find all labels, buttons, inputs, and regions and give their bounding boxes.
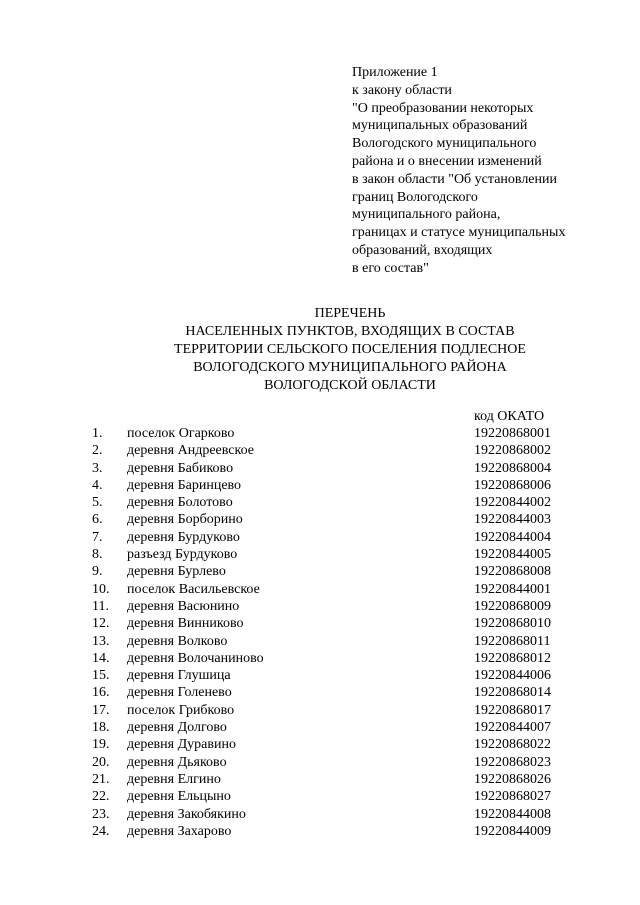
item-number: 22. bbox=[92, 789, 110, 805]
settlement-name: деревня Волково bbox=[127, 633, 228, 649]
list-item bbox=[0, 806, 640, 823]
appendix-line: в его состав" bbox=[352, 260, 429, 276]
settlement-name: деревня Волочаниново bbox=[127, 650, 264, 666]
okato-column-header: код ОКАТО bbox=[474, 409, 545, 424]
settlement-name: деревня Закобякино bbox=[127, 806, 246, 822]
settlement-name: деревня Бабиково bbox=[127, 460, 234, 476]
list-item bbox=[0, 684, 640, 701]
okato-code: 19220868026 bbox=[474, 771, 551, 787]
list-item bbox=[0, 754, 640, 771]
settlement-name: деревня Дуравино bbox=[127, 737, 236, 753]
appendix-line: "О преобразовании некоторых bbox=[352, 100, 534, 116]
list-item bbox=[0, 788, 640, 805]
appendix-line: района и о внесении изменений bbox=[352, 153, 542, 169]
okato-code: 19220844009 bbox=[474, 823, 551, 839]
okato-code: 19220868027 bbox=[474, 789, 551, 805]
title-line: ПЕРЕЧЕНЬ bbox=[314, 306, 386, 321]
settlement-name: деревня Дьяково bbox=[127, 754, 227, 770]
settlement-name: разъезд Бурдуково bbox=[127, 547, 238, 563]
settlement-name: деревня Долгово bbox=[127, 720, 227, 736]
appendix-line: муниципальных образований bbox=[352, 118, 528, 134]
list-item bbox=[0, 650, 640, 667]
settlement-name: деревня Захарово bbox=[127, 823, 232, 839]
item-number: 12. bbox=[92, 616, 110, 632]
item-number: 19. bbox=[92, 737, 110, 753]
appendix-line: в закон области "Об установлении bbox=[352, 171, 557, 187]
item-number: 5. bbox=[92, 495, 103, 511]
okato-code: 19220844002 bbox=[474, 495, 551, 511]
item-number: 1. bbox=[92, 426, 103, 441]
settlement-list bbox=[0, 425, 640, 840]
item-number: 15. bbox=[92, 668, 110, 684]
item-number: 17. bbox=[92, 702, 110, 718]
okato-code: 19220844004 bbox=[474, 529, 551, 545]
title-line: НАСЕЛЕННЫХ ПУНКТОВ, ВХОДЯЩИХ В СОСТАВ bbox=[185, 324, 515, 339]
settlement-name: поселок Васильевское bbox=[127, 581, 260, 597]
okato-code: 19220844007 bbox=[474, 720, 551, 736]
okato-code: 19220868010 bbox=[474, 616, 551, 632]
okato-code: 19220868008 bbox=[474, 564, 551, 580]
settlement-name: деревня Болотово bbox=[127, 495, 233, 511]
list-item bbox=[0, 546, 640, 563]
item-number: 4. bbox=[92, 477, 103, 493]
list-item bbox=[0, 823, 640, 840]
list-item bbox=[0, 581, 640, 598]
appendix-line: границах и статусе муниципальных bbox=[352, 225, 566, 241]
settlement-name: деревня Голенево bbox=[127, 685, 232, 701]
okato-code: 19220844001 bbox=[474, 581, 551, 597]
okato-code: 19220868012 bbox=[474, 650, 551, 666]
okato-code: 19220844008 bbox=[474, 806, 551, 822]
okato-code: 19220868001 bbox=[474, 426, 551, 441]
item-number: 18. bbox=[92, 720, 110, 736]
okato-code: 19220868002 bbox=[474, 443, 551, 459]
appendix-line: Вологодского муниципального bbox=[352, 136, 537, 152]
item-number: 9. bbox=[92, 564, 103, 580]
list-item bbox=[0, 771, 640, 788]
settlement-name: деревня Бурлево bbox=[127, 564, 226, 580]
settlement-name: поселок Грибково bbox=[127, 702, 235, 718]
item-number: 23. bbox=[92, 806, 110, 822]
settlement-name: деревня Елгино bbox=[127, 771, 221, 787]
list-item bbox=[0, 667, 640, 684]
okato-code: 19220868011 bbox=[474, 633, 551, 649]
okato-code: 19220844006 bbox=[474, 668, 551, 684]
title-line: ТЕРРИТОРИИ СЕЛЬСКОГО ПОСЕЛЕНИЯ ПОДЛЕСНОЕ bbox=[174, 342, 526, 357]
item-number: 10. bbox=[92, 581, 110, 597]
list-item bbox=[0, 477, 640, 494]
list-item bbox=[0, 719, 640, 736]
settlement-name: поселок Огарково bbox=[127, 426, 235, 441]
okato-code: 19220844003 bbox=[474, 512, 551, 528]
okato-code: 19220868014 bbox=[474, 685, 551, 701]
okato-code: 19220868022 bbox=[474, 737, 551, 753]
item-number: 8. bbox=[92, 547, 103, 563]
list-item bbox=[0, 494, 640, 511]
settlement-name: деревня Ельцыно bbox=[127, 789, 231, 805]
list-item bbox=[0, 736, 640, 753]
item-number: 2. bbox=[92, 443, 103, 459]
list-item bbox=[0, 563, 640, 580]
list-item bbox=[0, 529, 640, 546]
item-number: 20. bbox=[92, 754, 110, 770]
document-title bbox=[80, 305, 620, 395]
appendix-line: Приложение 1 bbox=[352, 65, 438, 80]
list-item bbox=[0, 460, 640, 477]
item-number: 24. bbox=[92, 823, 110, 839]
list-item bbox=[0, 598, 640, 615]
okato-code: 19220868004 bbox=[474, 460, 551, 476]
list-item bbox=[0, 425, 640, 442]
title-line: ВОЛОГОДСКОЙ ОБЛАСТИ bbox=[264, 378, 436, 393]
item-number: 13. bbox=[92, 633, 110, 649]
list-item bbox=[0, 633, 640, 650]
settlement-name: деревня Андреевское bbox=[127, 443, 254, 459]
appendix-line: муниципального района, bbox=[352, 207, 501, 223]
okato-code: 19220868006 bbox=[474, 477, 551, 493]
item-number: 14. bbox=[92, 650, 110, 666]
list-item bbox=[0, 442, 640, 459]
okato-code: 19220844005 bbox=[474, 547, 551, 563]
okato-code: 19220868017 bbox=[474, 702, 551, 718]
appendix-header bbox=[352, 64, 622, 278]
settlement-name: деревня Борборино bbox=[127, 512, 243, 528]
list-item bbox=[0, 615, 640, 632]
appendix-line: к закону области bbox=[352, 82, 452, 98]
list-item bbox=[0, 702, 640, 719]
title-line: ВОЛОГОДСКОГО МУНИЦИПАЛЬНОГО РАЙОНА bbox=[193, 360, 507, 375]
item-number: 3. bbox=[92, 460, 103, 476]
item-number: 16. bbox=[92, 685, 110, 701]
settlement-name: деревня Баринцево bbox=[127, 477, 242, 493]
settlement-name: деревня Васюнино bbox=[127, 598, 240, 614]
okato-code: 19220868023 bbox=[474, 754, 551, 770]
list-item bbox=[0, 511, 640, 528]
settlement-name: деревня Винниково bbox=[127, 616, 244, 632]
settlement-name: деревня Бурдуково bbox=[127, 529, 240, 545]
appendix-line: образований, входящих bbox=[352, 242, 493, 258]
appendix-line: границ Вологодского bbox=[352, 189, 478, 205]
settlement-name: деревня Глушица bbox=[127, 668, 231, 684]
item-number: 21. bbox=[92, 771, 110, 787]
item-number: 7. bbox=[92, 529, 103, 545]
item-number: 11. bbox=[92, 598, 109, 614]
item-number: 6. bbox=[92, 512, 103, 528]
okato-code: 19220868009 bbox=[474, 598, 551, 614]
